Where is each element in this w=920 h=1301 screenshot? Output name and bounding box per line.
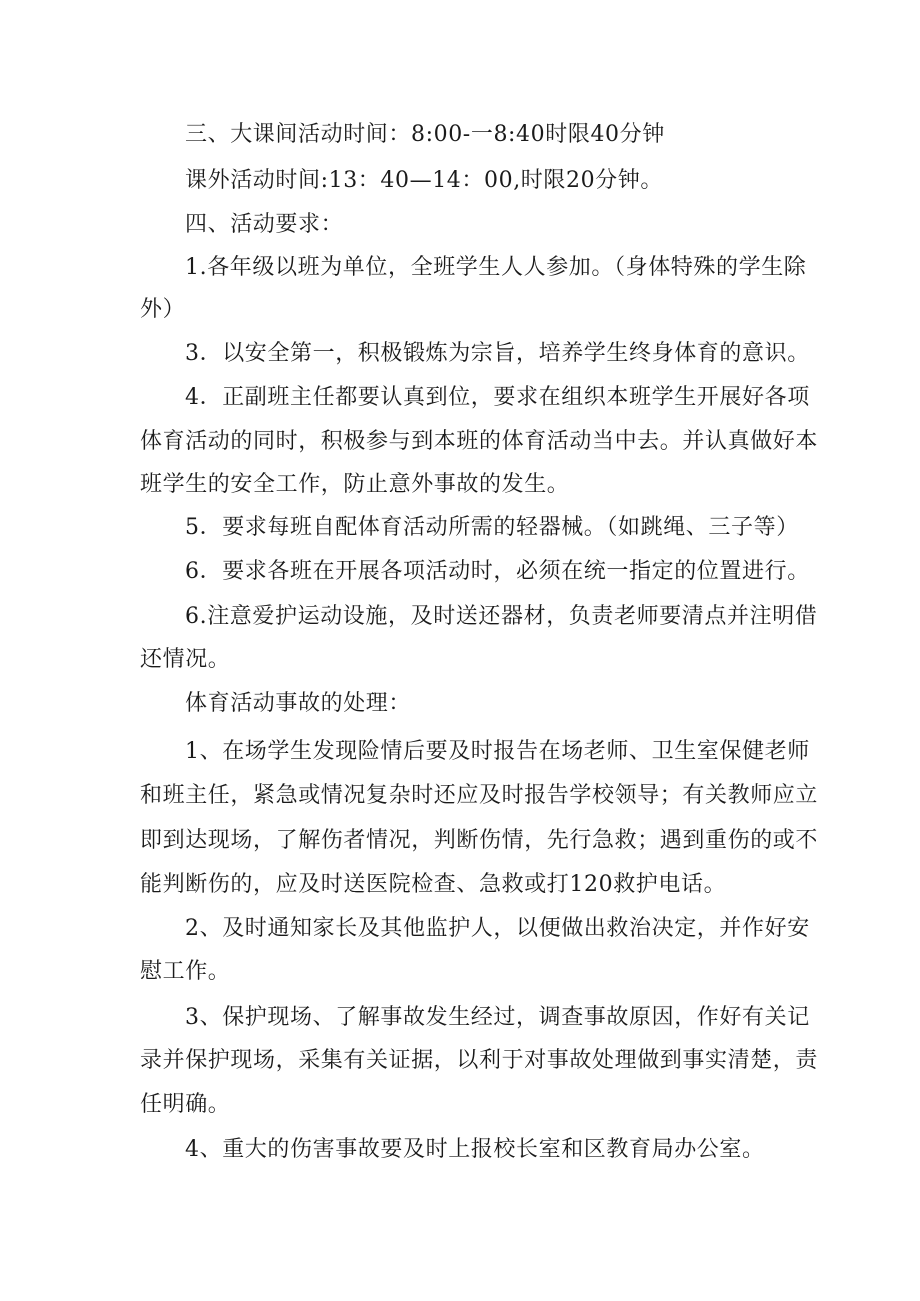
text-line: 四、活动要求： [185,212,344,237]
text-line: 3、保护现场、了解事故发生经过，调查事故原因，作好有关记 [185,1005,810,1030]
text-line: 4．正副班主任都要认真到位，要求在组织本班学生开展好各项 [185,385,810,410]
text-line: 班学生的安全工作，防止意外事故的发生。 [140,472,570,497]
text-line: 任明确。 [140,1092,231,1117]
text-line: 外） [140,297,186,322]
text-line: 还情况。 [140,647,231,672]
text-line: 录并保护现场，采集有关证据，以利于对事故处理做到事实清楚，责 [140,1048,819,1073]
text-line: 5．要求每班自配体育活动所需的轻器械。（如跳绳、三子等） [185,515,799,540]
text-line: 1.各年级以班为单位，全班学生人人参加。（身体特殊的学生除 [185,255,807,280]
text-line: 和班主任，紧急或情况复杂时还应及时报告学校领导；有关教师应立 [140,783,819,808]
text-line: 体育活动事故的处理： [185,691,412,716]
text-line: 三、大课间活动时间：8:00-一8:40时限40分钟 [185,122,665,147]
text-line: 即到达现场，了解伤者情况，判断伤情，先行急救；遇到重伤的或不 [140,828,819,853]
text-line: 3．以安全第一，积极锻炼为宗旨，培养学生终身体育的意识。 [185,341,810,366]
text-line: 6．要求各班在开展各项活动时，必须在统一指定的位置进行。 [185,559,810,584]
text-line: 2、及时通知家长及其他监护人，以便做出救治决定，并作好安 [185,916,810,941]
text-line: 1、在场学生发现险情后要及时报告在场老师、卫生室保健老师 [185,739,810,764]
text-line: 课外活动时间:13：40—14：00,时限20分钟。 [185,168,663,193]
text-line: 体育活动的同时，积极参与到本班的体育活动当中去。并认真做好本 [140,429,819,454]
text-line: 慰工作。 [140,959,231,984]
text-line: 能判断伤的，应及时送医院检查、急救或打120救护电话。 [140,872,727,897]
text-line: 6.注意爱护运动设施，及时送还器材，负责老师要清点并注明借 [185,604,818,629]
text-line: 4、重大的伤害事故要及时上报校长室和区教育局办公室。 [185,1137,765,1162]
